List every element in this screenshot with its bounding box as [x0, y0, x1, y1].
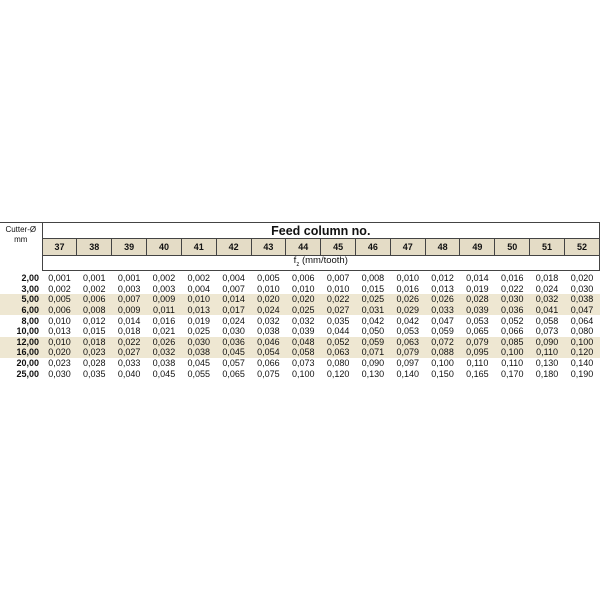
- column-number: 52: [564, 239, 599, 256]
- feed-value: 0,035: [326, 315, 350, 326]
- column-number: 49: [460, 239, 495, 256]
- feed-value: 0,002: [83, 283, 106, 294]
- feed-value: 0,030: [570, 283, 594, 294]
- feed-value: 0,020: [42, 347, 77, 358]
- feed-value: 0,018: [535, 273, 559, 284]
- feed-value: 0,095: [460, 347, 495, 358]
- feed-value: 0,039: [291, 326, 315, 337]
- feed-value: 0,045: [216, 347, 251, 358]
- feed-value: 0,054: [251, 347, 286, 358]
- feed-value: 0,026: [425, 294, 460, 305]
- feed-value: 0,030: [181, 337, 216, 348]
- feed-value: 0,001: [48, 273, 71, 284]
- feed-value: 0,021: [152, 326, 176, 337]
- feed-value: 0,036: [495, 305, 530, 316]
- unit-text: (mm/tooth): [299, 255, 348, 267]
- feed-value: 0,027: [112, 347, 147, 358]
- cutter-diameter: 5,00: [0, 294, 42, 305]
- feed-value: 0,045: [187, 358, 211, 369]
- feed-value: 0,028: [460, 294, 495, 305]
- feed-value: 0,022: [112, 337, 147, 348]
- column-number: 46: [356, 239, 391, 256]
- feed-value: 0,079: [460, 337, 495, 348]
- feed-value: 0,007: [112, 294, 147, 305]
- feed-value: 0,032: [147, 347, 182, 358]
- feed-value: 0,047: [564, 305, 599, 316]
- column-number: 42: [216, 239, 251, 256]
- table-row: [0, 326, 600, 337]
- feed-value: 0,085: [495, 337, 530, 348]
- feed-value: 0,100: [431, 358, 454, 369]
- feed-value: 0,007: [222, 283, 245, 294]
- feed-value: 0,023: [77, 347, 112, 358]
- feed-value: 0,170: [500, 368, 524, 379]
- feed-value: 0,040: [117, 368, 141, 379]
- feed-value: 0,063: [390, 337, 425, 348]
- feed-value: 0,002: [152, 273, 176, 284]
- title-row: [0, 223, 600, 239]
- feed-value: 0,006: [291, 273, 315, 284]
- feed-value: 0,120: [326, 368, 350, 379]
- feed-value: 0,079: [390, 347, 425, 358]
- feed-value: 0,025: [187, 326, 211, 337]
- corner-label-line1: Cutter-Ø: [5, 225, 37, 234]
- feed-value: 0,008: [361, 273, 385, 284]
- cutter-diameter: 8,00: [21, 315, 40, 326]
- column-number: 41: [181, 239, 216, 256]
- table-row: [0, 358, 600, 369]
- table-row: [0, 337, 600, 348]
- unit-subscript: z: [296, 261, 300, 268]
- feed-value: 0,013: [181, 305, 216, 316]
- feed-value: 0,036: [216, 337, 251, 348]
- feed-value: 0,038: [564, 294, 599, 305]
- column-number: 38: [77, 239, 112, 256]
- feed-value: 0,038: [257, 326, 280, 337]
- feed-value: 0,002: [187, 273, 211, 284]
- feed-value: 0,010: [181, 294, 216, 305]
- feed-value: 0,007: [326, 273, 350, 284]
- column-number: 51: [530, 239, 565, 256]
- cutter-diameter: 2,00: [21, 273, 40, 284]
- feed-value: 0,050: [361, 326, 385, 337]
- feed-value: 0,080: [326, 358, 350, 369]
- feed-value: 0,080: [570, 326, 594, 337]
- feed-value: 0,015: [83, 326, 106, 337]
- feed-value: 0,140: [570, 358, 594, 369]
- feed-value: 0,026: [390, 294, 425, 305]
- feed-value: 0,150: [431, 368, 454, 379]
- feed-value: 0,002: [48, 283, 71, 294]
- feed-value: 0,010: [396, 273, 419, 284]
- cutter-diameter: 3,00: [21, 283, 40, 294]
- feed-value: 0,006: [77, 294, 112, 305]
- table-title: Feed column no.: [42, 223, 599, 239]
- feed-value: 0,024: [222, 315, 245, 326]
- table-row: [0, 368, 600, 379]
- unit-row: [0, 256, 600, 271]
- feed-value: 0,010: [48, 315, 71, 326]
- feed-value: 0,012: [431, 273, 454, 284]
- feed-value: 0,015: [361, 283, 385, 294]
- feed-value: 0,033: [425, 305, 460, 316]
- table-row: [0, 284, 600, 295]
- column-number: 43: [251, 239, 286, 256]
- feed-value: 0,044: [326, 326, 350, 337]
- feed-value: 0,073: [291, 358, 315, 369]
- feed-value: 0,058: [535, 315, 559, 326]
- feed-value: 0,030: [222, 326, 245, 337]
- table-row: [0, 347, 600, 358]
- feed-value: 0,014: [117, 315, 141, 326]
- feed-value: 0,110: [530, 347, 565, 358]
- feed-value: 0,018: [77, 337, 112, 348]
- feed-value: 0,065: [222, 368, 245, 379]
- feed-value: 0,031: [356, 305, 391, 316]
- cutter-diameter: 12,00: [0, 337, 42, 348]
- feed-value: 0,004: [187, 283, 211, 294]
- feed-value: 0,030: [495, 294, 530, 305]
- feed-value: 0,045: [152, 368, 176, 379]
- feed-value: 0,005: [42, 294, 77, 305]
- feed-value: 0,110: [466, 358, 489, 369]
- feed-value: 0,020: [570, 273, 594, 284]
- feed-value: 0,130: [535, 358, 559, 369]
- feed-value: 0,066: [500, 326, 524, 337]
- feed-value: 0,090: [530, 337, 565, 348]
- cutter-diameter: 16,00: [0, 347, 42, 358]
- feed-table: [0, 222, 600, 379]
- feed-value: 0,020: [286, 294, 321, 305]
- feed-value: 0,013: [431, 283, 454, 294]
- feed-value: 0,010: [326, 283, 350, 294]
- feed-value: 0,090: [361, 358, 385, 369]
- feed-value: 0,010: [42, 337, 77, 348]
- feed-value: 0,046: [251, 337, 286, 348]
- feed-value: 0,071: [356, 347, 391, 358]
- feed-value: 0,019: [466, 283, 489, 294]
- column-number: 48: [425, 239, 460, 256]
- feed-value: 0,064: [570, 315, 594, 326]
- feed-value: 0,038: [152, 358, 176, 369]
- feed-value: 0,022: [500, 283, 524, 294]
- feed-value: 0,088: [425, 347, 460, 358]
- feed-value: 0,140: [396, 368, 419, 379]
- feed-value: 0,053: [396, 326, 419, 337]
- feed-value: 0,017: [216, 305, 251, 316]
- column-number: 39: [112, 239, 147, 256]
- feed-value: 0,065: [466, 326, 489, 337]
- feed-value: 0,052: [321, 337, 356, 348]
- cutter-diameter-header: [0, 223, 42, 271]
- feed-value: 0,010: [291, 283, 315, 294]
- feed-value: 0,008: [77, 305, 112, 316]
- feed-value: 0,028: [83, 358, 106, 369]
- table-row: [0, 294, 600, 305]
- feed-value: 0,072: [425, 337, 460, 348]
- feed-value: 0,001: [83, 273, 106, 284]
- feed-value: 0,003: [117, 283, 141, 294]
- feed-value: 0,035: [83, 368, 106, 379]
- feed-value: 0,014: [466, 273, 489, 284]
- feed-value: 0,016: [500, 273, 524, 284]
- column-number: 40: [147, 239, 182, 256]
- feed-value: 0,033: [117, 358, 141, 369]
- feed-value: 0,055: [187, 368, 211, 379]
- feed-value: 0,004: [222, 273, 245, 284]
- table-body: [0, 271, 600, 379]
- feed-value: 0,025: [286, 305, 321, 316]
- unit-label: [42, 256, 599, 271]
- column-number: 50: [495, 239, 530, 256]
- feed-value: 0,120: [564, 347, 599, 358]
- feed-value: 0,016: [152, 315, 176, 326]
- feed-value: 0,020: [251, 294, 286, 305]
- feed-value: 0,024: [535, 283, 559, 294]
- cutter-diameter: 6,00: [0, 305, 42, 316]
- feed-value: 0,075: [257, 368, 280, 379]
- feed-value: 0,053: [466, 315, 489, 326]
- feed-value: 0,030: [48, 368, 71, 379]
- feed-value: 0,057: [222, 358, 245, 369]
- feed-value: 0,006: [42, 305, 77, 316]
- feed-value: 0,165: [466, 368, 489, 379]
- unit-symbol: f: [293, 255, 297, 267]
- feed-value: 0,110: [501, 358, 524, 369]
- feed-value: 0,100: [564, 337, 599, 348]
- feed-value: 0,003: [152, 283, 176, 294]
- feed-value: 0,052: [500, 315, 524, 326]
- feed-value: 0,032: [530, 294, 565, 305]
- feed-value: 0,024: [251, 305, 286, 316]
- feed-value: 0,100: [495, 347, 530, 358]
- feed-value: 0,130: [361, 368, 385, 379]
- feed-value: 0,066: [257, 358, 280, 369]
- feed-value: 0,027: [321, 305, 356, 316]
- feed-value: 0,001: [117, 273, 141, 284]
- feed-value: 0,010: [257, 283, 280, 294]
- feed-value: 0,022: [321, 294, 356, 305]
- column-number: 45: [321, 239, 356, 256]
- feed-value: 0,100: [291, 368, 315, 379]
- feed-value: 0,032: [257, 315, 280, 326]
- feed-value: 0,073: [535, 326, 559, 337]
- feed-value: 0,047: [431, 315, 454, 326]
- cutter-diameter: 20,00: [16, 358, 40, 369]
- feed-value: 0,063: [321, 347, 356, 358]
- feed-value: 0,016: [396, 283, 419, 294]
- feed-value: 0,042: [361, 315, 385, 326]
- cutter-diameter: 10,00: [16, 326, 40, 337]
- feed-value: 0,039: [460, 305, 495, 316]
- table-row: [0, 315, 600, 326]
- feed-value: 0,059: [431, 326, 454, 337]
- cutter-diameter: 25,00: [16, 368, 40, 379]
- feed-value: 0,023: [48, 358, 71, 369]
- feed-value: 0,014: [216, 294, 251, 305]
- feed-value: 0,097: [396, 358, 419, 369]
- feed-value: 0,059: [356, 337, 391, 348]
- feed-value: 0,025: [356, 294, 391, 305]
- feed-value: 0,009: [112, 305, 147, 316]
- column-number: 37: [42, 239, 77, 256]
- feed-value: 0,041: [530, 305, 565, 316]
- feed-value: 0,019: [187, 315, 211, 326]
- column-number-row: [0, 239, 600, 256]
- feed-value: 0,032: [291, 315, 315, 326]
- feed-value: 0,011: [147, 305, 182, 316]
- table-row: [0, 271, 600, 284]
- feed-value: 0,038: [181, 347, 216, 358]
- feed-value: 0,013: [48, 326, 71, 337]
- feed-value: 0,005: [257, 273, 280, 284]
- table-row: [0, 305, 600, 316]
- feed-value: 0,012: [83, 315, 106, 326]
- feed-value: 0,058: [286, 347, 321, 358]
- feed-value: 0,018: [117, 326, 141, 337]
- feed-value: 0,190: [570, 368, 594, 379]
- column-number: 47: [390, 239, 425, 256]
- corner-label-line2: mm: [14, 235, 28, 244]
- feed-value: 0,048: [286, 337, 321, 348]
- feed-value: 0,180: [535, 368, 559, 379]
- feed-value: 0,029: [390, 305, 425, 316]
- feed-value: 0,026: [147, 337, 182, 348]
- feed-value: 0,042: [396, 315, 419, 326]
- feed-value: 0,009: [147, 294, 182, 305]
- column-number: 44: [286, 239, 321, 256]
